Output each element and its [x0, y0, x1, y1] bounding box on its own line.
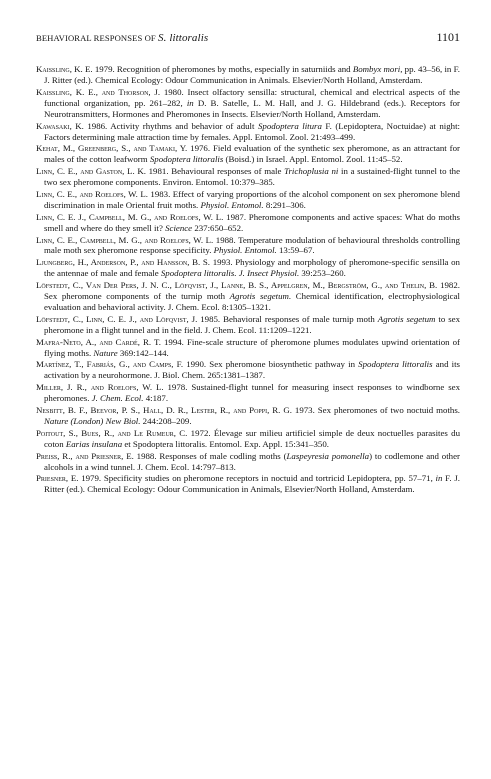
reference-rest: et Spodoptera littoralis. Entomol. Exp. Appl. 15:341–350.: [122, 438, 329, 449]
reference-entry: [36, 235, 460, 257]
reference-italic: Trichoplusia ni: [284, 166, 339, 177]
reference-text: 1978. Sustained-flight tunnel for measuring insect responses to windborne sex pheromones.: [44, 382, 460, 404]
reference-italic: Physiol. Entomol.: [213, 245, 277, 256]
reference-authors: Nesbitt, B. F., Beevor, P. S., Hall, D. R., Lester, R., and Poppi, R. G.: [36, 405, 292, 416]
running-head-prefix: BEHAVIORAL RESPONSES OF: [36, 33, 156, 43]
reference-entry: [36, 428, 460, 450]
reference-italic: Laspeyresia pomonella: [286, 450, 370, 461]
reference-entry: [36, 473, 460, 495]
reference-italic: Bombyx mori: [352, 64, 401, 74]
reference-italic: Science: [165, 222, 193, 233]
reference-rest: D. B. Satelle, L. M. Hall, and J. G. Hildebrand (eds.). Receptors for Neurotransmitters, Hormones and Pheromones in Insects. Elsevier/North Holland, Amsterdam.: [44, 97, 461, 119]
reference-entry: [36, 143, 460, 165]
reference-rest: (Boisd.) in Israel. Appl. Entomol. Zool. 11:45–52.: [223, 154, 403, 165]
reference-authors: Preiss, R., and Priesner, E.: [36, 450, 134, 461]
reference-authors: Kawasaki, K.: [36, 120, 84, 131]
reference-entry: [36, 359, 460, 381]
reference-authors: Kehat, M., Greenberg, S., and Tamaki, Y.: [36, 143, 188, 154]
reference-entry: [36, 451, 460, 473]
reference-rest: 369:142–144.: [117, 347, 169, 358]
reference-rest: 4:187.: [143, 393, 169, 404]
reference-rest: to sex pheromone in a flight tunnel and in the field. J. Chem. Ecol. 11:1209–1221.: [44, 313, 460, 335]
reference-italic: Spodoptera litura: [257, 120, 322, 131]
reference-authors: Mafra-Neto, A., and Cardé, R. T.: [36, 336, 161, 347]
reference-italic: Physiol. Entomol.: [200, 199, 264, 210]
reference-authors: Poitout, S., Bues, R., and Le Rumeur, C.: [36, 427, 188, 438]
reference-italic: Spodoptera littoralis: [149, 154, 224, 165]
running-head: [36, 32, 208, 44]
reference-text: 1980. Insect olfactory sensilla: structural, chemical and electrical aspects of the functional organization, pp. 261–282,: [44, 86, 460, 108]
reference-italic: Nature: [93, 347, 118, 358]
reference-rest: ) to codlemone and other alcohols in a wind tunnel. J. Chem. Ecol. 14:797–813.: [44, 450, 460, 472]
reference-text: 1976. Field evaluation of the synthetic sex pheromone, as an attractant for males of the cotton leafworm: [44, 143, 460, 165]
reference-italic: in: [186, 97, 194, 108]
reference-italic: Nature (London) New Biol.: [44, 416, 141, 427]
reference-authors: Linn, C. E., and Gaston, L. K.: [36, 166, 146, 177]
running-head-species: S. littoralis: [158, 32, 209, 44]
reference-entry: [36, 212, 460, 234]
reference-text: 1973. Sex pheromones of two noctuid moths.: [291, 405, 461, 416]
reference-text: 1988. Temperature modulation of behavioural thresholds controlling male moth sex pheromone response specificity.: [44, 234, 460, 256]
reference-text: 1981. Behavioural responses of male: [145, 166, 285, 177]
reference-authors: Linn, C. E., and Roelofs, W. L.: [36, 188, 148, 199]
reference-rest: F. (Lepidoptera, Noctuidae) at night: Factors determining male attraction time by females. Appl. Entomol. Zool. 21:493–499.: [44, 120, 460, 142]
reference-entry: [36, 64, 460, 86]
reference-rest: , pp. 43–56, in F. J. Ritter (ed.). Chemical Ecology: Odour Communication in Animals. Elsevier/North Holland, Amsterdam.: [44, 64, 460, 85]
reference-entry: [36, 314, 460, 336]
reference-text: 1985. Behavioral responses of male turnip moth: [197, 313, 378, 324]
reference-rest: Chemical identification, electrophysiological evaluation and behavioral activity. J. Chem. Ecol. 8:1305–1321.: [44, 291, 460, 313]
reference-italic: Agrotis segetum.: [229, 291, 292, 302]
reference-authors: Linn, C. E. J., Campbell, M. G., and Roelofs, W. L.: [36, 211, 224, 222]
reference-text: 1993. Physiology and morphology of pheromone-specific sensilla on the antennae of male and female: [44, 257, 460, 279]
reference-text: 1987. Pheromone components and active spaces: What do moths smell and where do they smell it?: [44, 211, 460, 233]
reference-entry: [36, 121, 460, 143]
running-header: [36, 30, 460, 48]
reference-text: 1972. Élevage sur milieu artificiel simple de deux noctuelles parasites du coton: [44, 427, 460, 449]
reference-authors: Martínez, T., Fabriás, G., and Camps, F.: [36, 359, 184, 370]
page-number: 1101: [436, 30, 460, 44]
reference-authors: Ljungberg, H., Anderson, P., and Hansson, B. S.: [36, 257, 211, 268]
reference-text: 1988. Responses of male codling moths (: [133, 450, 287, 461]
reference-rest: F. J. Ritter (ed.). Chemical Ecology: Odour Communication in Animals, Elsevier/North Holland, Amsterdam.: [44, 473, 460, 495]
reference-italic: Earias insulana: [65, 438, 123, 449]
reference-text: 1990. Sex pheromone biosynthetic pathway in: [183, 359, 359, 370]
reference-list: [36, 64, 460, 495]
reference-entry: [36, 337, 460, 359]
reference-entry: [36, 405, 460, 427]
reference-italic: in: [435, 473, 443, 484]
reference-rest: 39:253–260.: [299, 268, 346, 279]
reference-text: 1979. Recognition of pheromones by moths, especially in saturniids and: [92, 64, 353, 74]
reference-rest: 8:291–306.: [263, 199, 306, 210]
reference-rest: and its activation by a neurohormone. J. Biol. Chem. 265:1381–1387.: [44, 359, 461, 381]
reference-italic: Spodoptera littoralis. J. Insect Physiol.: [160, 268, 300, 279]
reference-text: 1994. Fine-scale structure of pheromone plumes modulates upwind orientation of flying moths.: [44, 336, 460, 358]
reference-text: 1979. Specificity studies on pheromone receptors in noctuid and tortricid Lepidoptera, pp. 57–71,: [78, 473, 436, 484]
reference-authors: Linn, C. E., Campbell, M. G., and Roelofs, W. L.: [36, 234, 214, 245]
page: [36, 30, 460, 496]
reference-entry: [36, 189, 460, 211]
reference-rest: 244:208–209.: [140, 416, 192, 427]
reference-rest: 237:650–652.: [192, 222, 244, 233]
reference-entry: [36, 87, 460, 120]
reference-entry: [36, 166, 460, 188]
reference-italic: Agrotis segetum: [377, 313, 436, 324]
reference-italic: Spodoptera littoralis: [358, 359, 433, 370]
reference-rest: 13:59–67.: [276, 245, 315, 256]
reference-italic: J. Chem. Ecol.: [91, 393, 144, 404]
reference-rest: in a sustained-flight tunnel to the two sex pheromone components. Environ. Entomol. 10:379–385.: [44, 166, 460, 188]
reference-authors: Miller, J. R., and Roelofs, W. L.: [36, 382, 164, 393]
reference-entry: [36, 280, 460, 313]
reference-text: 1986. Activity rhythms and behavior of adult: [83, 120, 258, 131]
reference-authors: Kaissling, K. E., and Thorson, J.: [36, 86, 161, 97]
reference-text: 1983. Effect of varying proportions of the alcohol component on sex pheromone blend discrimination in male Oriental fruit moths.: [44, 188, 460, 210]
reference-entry: [36, 257, 460, 279]
reference-authors: Löfstedt, C., Linn, C. E. J., and Löfqvist, J.: [36, 313, 198, 324]
reference-text: 1982. Sex pheromone components of the turnip moth: [44, 280, 460, 302]
reference-authors: Priesner, E.: [36, 473, 79, 484]
reference-authors: Kaissling, K. E.: [36, 64, 93, 74]
reference-authors: Löfstedt, C., Van Der Pers, J. N. C., Löfqvist, J., Lanne, B. S., Appelgren, M., Bergström, G., and Thelin, B.: [36, 280, 438, 291]
reference-entry: [36, 382, 460, 404]
